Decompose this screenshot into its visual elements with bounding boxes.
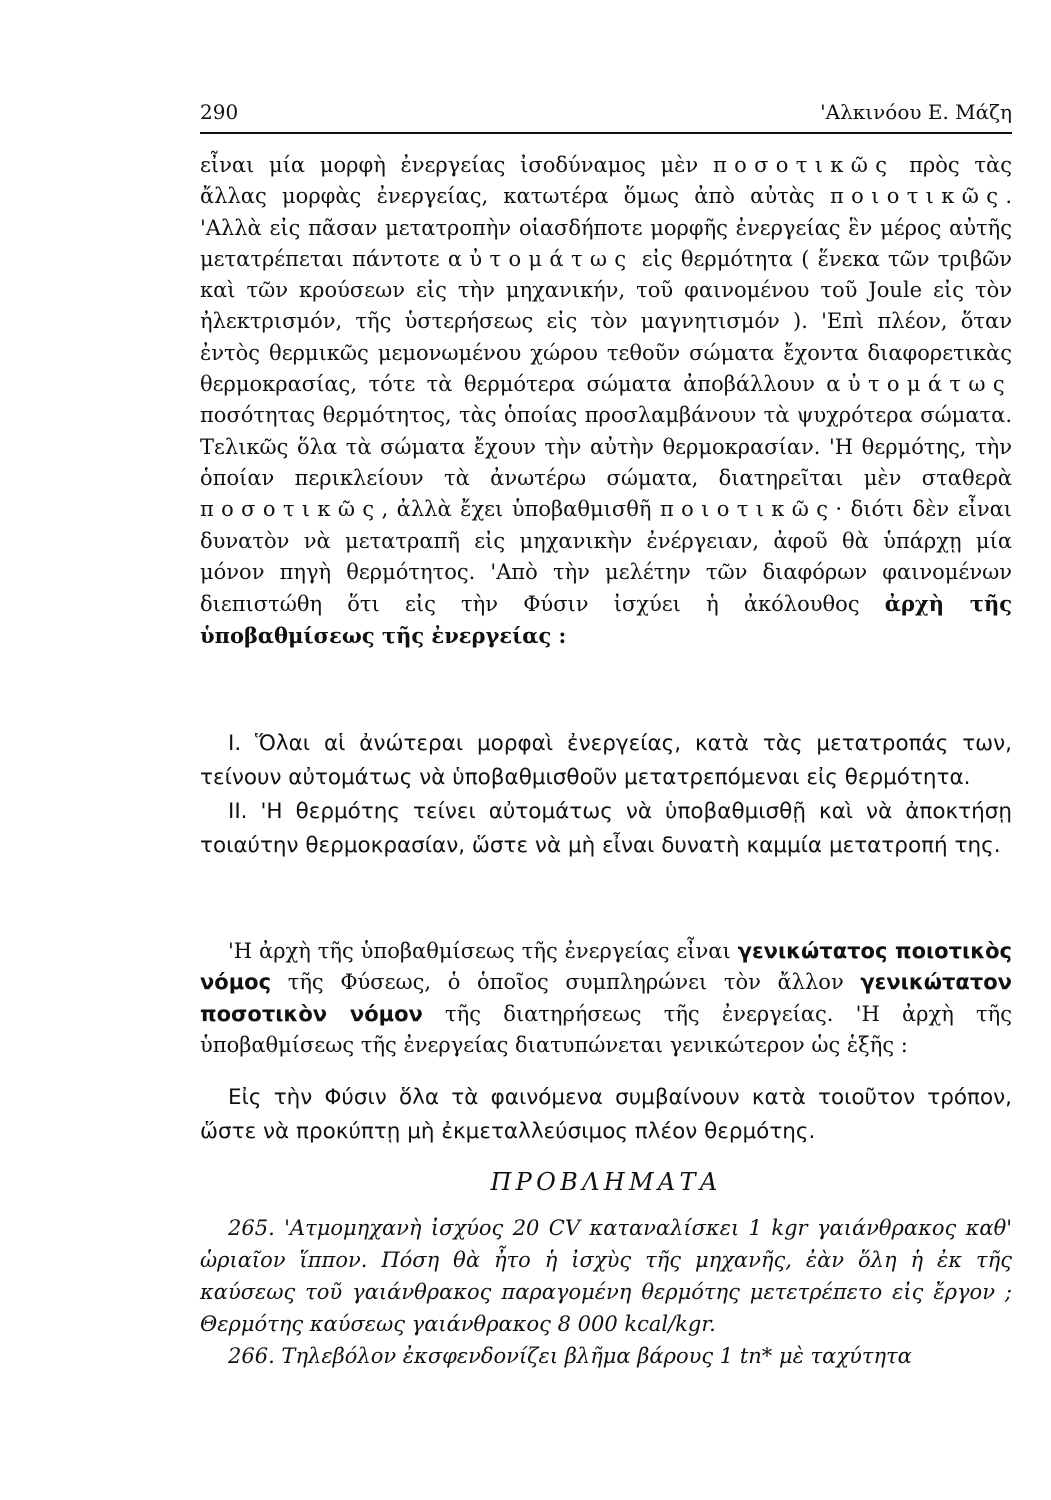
bold-term: γενικώτατον ποσοτικὸν νόμον (200, 970, 1012, 1026)
spaced-emphasis: ποιοτικῶς (660, 497, 836, 522)
problem-265: 265. 'Ατμομηχανὴ ἰσχύος 20 CV καταναλίσκει 1 kgr γαιάνθρακος καθ' ὡριαῖον ἵππον. Πόση θὰ ἦτο ἡ ἰσχὺς τῆς μηχανῆς, ἐὰν ὅλη ἡ ἐκ τῆς καύσεως τοῦ γαιάνθρακος παραγομένη θερμότης μετετρέπετο εἰς ἔργον ; Θερμότης καύσεως γαιάνθρακος 8 000 kcal/kgr. (200, 1216, 1012, 1336)
spaced-emphasis: αὐτομάτως (826, 372, 1012, 397)
spaced-emphasis: ποιοτικῶς (829, 184, 1006, 209)
page-header (200, 96, 1012, 134)
general-statement: Εἰς τὴν Φύσιν ὅλα τὰ φαινόμενα συμβαίνουν κατὰ τοιοῦτον τρόπον, ὥστε νὰ προκύπτῃ μὴ ἐκμεταλλεύσιμος πλέον θερμότης. (200, 1085, 1012, 1144)
paragraph: εἶναι μία μορφὴ ἐνεργείας ἰσοδύναμος μὲν ποσοτικῶς πρὸς τὰς ἄλλας μορφὰς ἐνεργείας, κατωτέρα ὅμως ἀπὸ αὐτὰς ποιοτικῶς. 'Αλλὰ εἰς πᾶσαν μετατροπὴν οἱασδήποτε μορφῆς ἐνεργείας ἓν μέρος αὐτῆς μετατρέπεται πάντοτε αὐτομάτως εἰς θερμότητα ( ἕνεκα τῶν τριβῶν καὶ τῶν κρούσεων εἰς τὴν μηχανικήν, τοῦ φαινομένου τοῦ Joule εἰς τὸν ἠλεκτρισμόν, τῆς ὑστερήσεως εἰς τὸν μαγνητισμόν ). 'Επὶ πλέον, ὅταν ἐντὸς θερμικῶς μεμονωμένου χώρου τεθοῦν σώματα ἔχοντα διαφορετικὰς θερμοκρασίας, τότε τὰ θερμότερα σώματα ἀποβάλλουν αὐτομάτως ποσότητας θερμότητος, τὰς ὁποίας προσλαμβάνουν τὰ ψυχρότερα σώματα. Τελικῶς ὅλα τὰ σώματα ἔχουν τὴν αὐτὴν θερμοκρασίαν. 'Η θερμότης, τὴν ὁποίαν περικλείουν τὰ ἀνωτέρω σώματα, διατηρεῖται μὲν σταθερὰ ποσοτικῶς, ἀλλὰ ἔχει ὑποβαθμισθῆ ποιοτικῶς· διότι δὲν εἶναι δυνατὸν νὰ μετατραπῆ εἰς μηχανικὴν ἐνέργειαν, ἀφοῦ θὰ ὑπάρχῃ μία μόνον πηγὴ θερμότητος. 'Απὸ τὴν μελέτην τῶν διαφόρων φαινομένων διεπιστώθη ὅτι εἰς τὴν Φύσιν ἰσχύει ἡ ἀκόλουθος ἀρχὴ τῆς ὑποβαθμίσεως τῆς ἐνεργείας : (200, 153, 1013, 649)
principle-i: I. Ὅλαι αἱ ἀνώτεραι μορφαὶ ἐνεργείας, κατὰ τὰς μετατροπάς των, τείνουν αὐτομάτως νὰ ὑποβαθμισθοῦν μετατρεπόμεναι εἰς θερμότητα. (200, 731, 1012, 790)
bold-principle-name: ἀρχὴ τῆς ὑποβαθμίσεως τῆς ἐνεργείας : (200, 591, 1013, 649)
bold-term: γενικώτατος ποιοτικὸς νόμος (200, 939, 1012, 995)
running-head: 'Αλκινόου Ε. Μάζη (820, 100, 1012, 124)
principles-list (200, 727, 1012, 863)
principle-discussion: 'Η ἀρχὴ τῆς ὑποβαθμίσεως τῆς ἐνεργείας εἶναι γενικώτατος ποιοτικὸς νόμος τῆς Φύσεως, ὁ ὁποῖος συμπληρώνει τὸν ἄλλον γενικώτατον ποσοτικὸν νόμον τῆς διατηρήσεως τῆς ἐνεργείας. 'Η ἀρχὴ τῆς ὑποβαθμίσεως τῆς ἐνεργείας διατυπώνεται γενικώτερον ὡς ἑξῆς : (200, 939, 1012, 1057)
main-paragraph (200, 150, 1012, 653)
problem-266: 266. Τηλεβόλον ἐκσφενδονίζει βλῆμα βάρους 1 tn* μὲ ταχύτητα (228, 1344, 912, 1368)
spaced-emphasis: ποσοτικῶς (712, 153, 895, 177)
problems-list (200, 1212, 1012, 1372)
principle-ii: II. 'Η θερμότης τείνει αὐτομάτως νὰ ὑποβαθμισθῇ καὶ νὰ ἀποκτήσῃ τοιαύτην θερμοκρασίαν, ὥστε νὰ μὴ εἶναι δυνατὴ καμμία μετατροπή της. (200, 799, 1012, 858)
problems-heading: ΠΡΟΒΛΗΜΑΤΑ (490, 1168, 722, 1196)
spaced-emphasis: αὐτομάτως (447, 246, 634, 271)
page-number: 290 (200, 100, 239, 124)
spaced-emphasis: ποσοτικῶς (200, 497, 382, 522)
